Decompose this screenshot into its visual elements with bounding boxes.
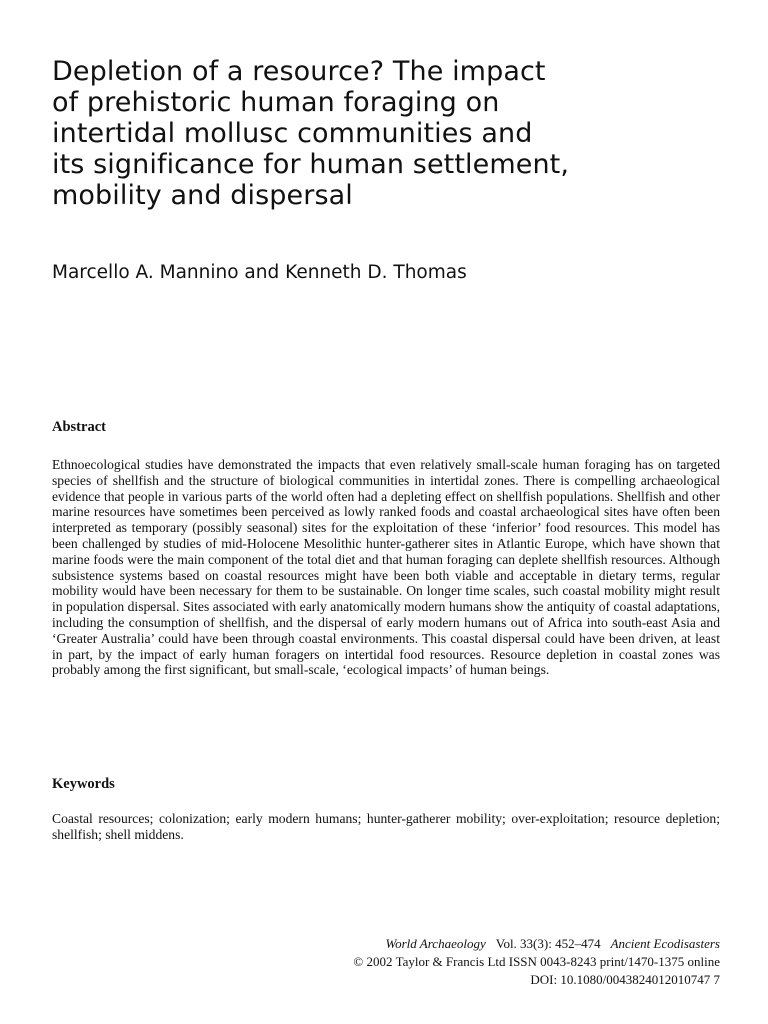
title-line: of prehistoric human foraging on — [52, 87, 500, 118]
title-line: intertidal mollusc communities and — [52, 118, 533, 149]
title-line: Depletion of a resource? The impact — [52, 56, 546, 87]
title-line: its significance for human settlement, — [52, 149, 570, 180]
abstract-text: Ethnoecological studies have demonstrated the impacts that even relatively small-scale human foraging has on targeted species of shellfish and the structure of biological communities in intertidal zones. There is compelling archaeological evidence that people in various parts of the world often had a depleting effect on shellfish populations. Shellfish and other marine resources have sometimes been perceived as lowly ranked foods and coastal archaeological sites have often been interpreted as temporary (possibly seasonal) sites for the exploitation of these ‘inferior’ food resources. This model has been challenged by studies of mid-Holocene Mesolithic hunter-gatherer sites in Atlantic Europe, which have shown that marine foods were the main component of the total diet and that human foraging can deplete shellfish resources. Although subsistence systems based on coastal resources might have been both viable and acceptable in dietary terms, regular mobility would have been necessary for them to be sustainable. On longer time scales, such coastal mobility might result in population dispersal. Sites associated with early anatomically modern humans show the antiquity of coastal adaptations, including the consumption of shellfish, and the dispersal of early modern humans out of Africa into south-east Asia and ‘Greater Australia’ could have been through coastal environments. This coastal dispersal could have been driven, at least in part, by the impact of early human foragers on intertidal food resources. Resource depletion in coastal zones was probably among the first significant, but small-scale, ‘ecological impacts’ of human beings. — [52, 457, 720, 678]
article-title — [52, 56, 712, 211]
journal-volume: Vol. 33(3): 452–474 — [495, 936, 601, 951]
issue-theme: Ancient Ecodisasters — [610, 936, 720, 951]
journal-name: World Archaeology — [385, 936, 486, 951]
keywords-text: Coastal resources; colonization; early modern humans; hunter-gatherer mobility; over-exploitation; resource depletion; shellfish; shell middens. — [52, 811, 720, 842]
keywords-heading: Keywords — [52, 776, 115, 792]
article-authors: Marcello A. Mannino and Kenneth D. Thomas — [52, 262, 467, 283]
copyright-line: © 2002 Taylor & Francis Ltd ISSN 0043-8243 print/1470-1375 online — [353, 954, 720, 969]
title-line: mobility and dispersal — [52, 180, 353, 211]
doi-line: DOI: 10.1080/0043824012010747 7 — [530, 972, 720, 987]
journal-citation-line — [385, 936, 720, 951]
journal-footer — [353, 935, 720, 989]
abstract-heading: Abstract — [52, 419, 106, 435]
